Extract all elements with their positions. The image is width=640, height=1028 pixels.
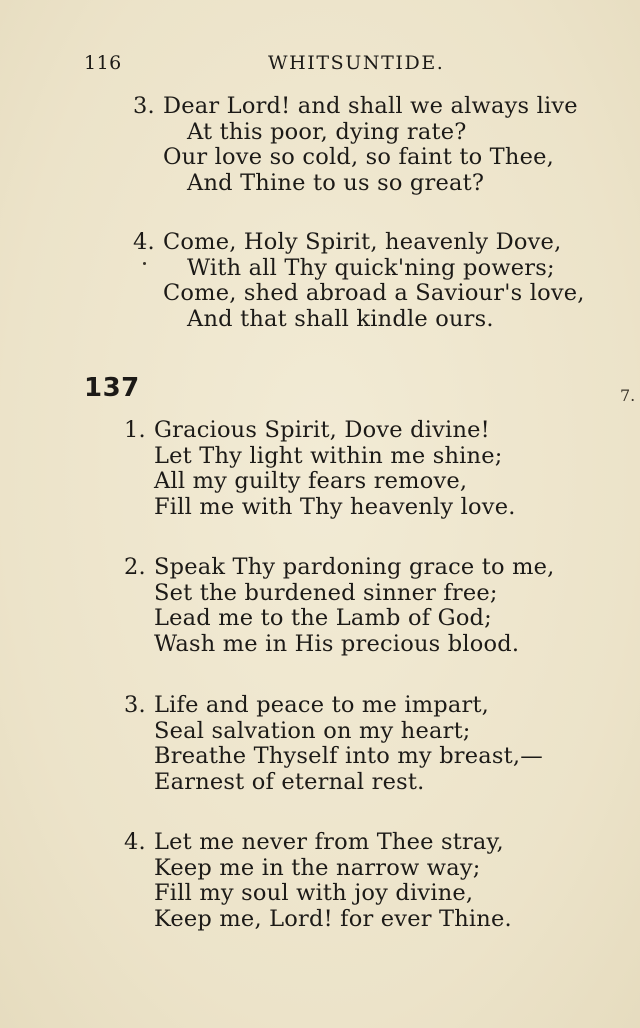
line-text: Gracious Spirit, Dove divine! bbox=[154, 417, 490, 443]
prev-hymn-stanza-4 bbox=[133, 230, 585, 332]
stanza-line bbox=[133, 230, 585, 256]
stanza-line bbox=[133, 281, 585, 307]
stanza-line bbox=[124, 907, 512, 933]
hymn-137-stanza-3 bbox=[124, 693, 543, 795]
line-text: Let Thy light within me shine; bbox=[154, 442, 503, 469]
line-text: Speak Thy pardoning grace to me, bbox=[154, 554, 555, 580]
stanza-number: 4. bbox=[124, 829, 146, 855]
stanza-line bbox=[124, 444, 516, 470]
line-text: And that shall kindle ours. bbox=[187, 305, 494, 332]
stanza-line bbox=[124, 606, 555, 632]
stanza-line bbox=[133, 307, 585, 333]
stanza-line bbox=[124, 693, 543, 719]
stanza-number: 3. bbox=[124, 692, 146, 718]
line-text: Seal salvation on my heart; bbox=[154, 717, 471, 744]
stanza-line bbox=[133, 120, 578, 146]
stanza-line bbox=[124, 469, 516, 495]
stanza-number: 2. bbox=[124, 554, 146, 580]
page-header bbox=[0, 52, 640, 82]
stanza-line bbox=[124, 555, 555, 581]
line-text: Fill my soul with joy divine, bbox=[154, 880, 474, 906]
ink-speck bbox=[143, 262, 146, 265]
line-text: Life and peace to me impart, bbox=[154, 692, 490, 718]
stanza-line bbox=[133, 171, 578, 197]
stanza-line bbox=[124, 418, 516, 444]
stanza-line bbox=[124, 581, 555, 607]
line-text: Fill me with Thy heavenly love. bbox=[154, 493, 516, 520]
line-text: Our love so cold, so faint to Thee, bbox=[163, 144, 554, 170]
line-text: Let me never from Thee stray, bbox=[154, 829, 504, 855]
line-text: All my guilty fears remove, bbox=[154, 468, 468, 494]
stanza-line bbox=[133, 145, 578, 171]
line-text: Earnest of eternal rest. bbox=[154, 768, 425, 795]
line-text: Dear Lord! and shall we always live bbox=[163, 93, 578, 119]
stanza-number: 4. bbox=[133, 229, 155, 255]
stanza-line bbox=[133, 256, 585, 282]
stanza-line bbox=[133, 94, 578, 120]
line-text: Keep me, Lord! for ever Thine. bbox=[154, 905, 512, 932]
line-text: Lead me to the Lamb of God; bbox=[154, 605, 492, 631]
hymn-number: 137 bbox=[84, 373, 140, 403]
page-number: 116 bbox=[84, 52, 122, 74]
stanza-line bbox=[124, 632, 555, 658]
margin-mark: 7. bbox=[620, 386, 636, 405]
line-text: At this poor, dying rate? bbox=[187, 118, 467, 145]
stanza-line bbox=[124, 495, 516, 521]
running-head: WHITSUNTIDE. bbox=[268, 52, 445, 74]
line-text: Set the burdened sinner free; bbox=[154, 579, 498, 606]
hymn-137-stanza-1 bbox=[124, 418, 516, 520]
stanza-line bbox=[124, 719, 543, 745]
line-text: And Thine to us so great? bbox=[187, 169, 485, 196]
stanza-number: 3. bbox=[133, 93, 155, 119]
stanza-line bbox=[124, 744, 543, 770]
line-text: Breathe Thyself into my breast,— bbox=[154, 743, 543, 769]
prev-hymn-stanza-3 bbox=[133, 94, 578, 196]
stanza-line bbox=[124, 770, 543, 796]
line-text: With all Thy quick'ning powers; bbox=[187, 254, 555, 281]
hymn-137-stanza-2 bbox=[124, 555, 555, 657]
line-text: Wash me in His precious blood. bbox=[154, 630, 520, 657]
stanza-line bbox=[124, 830, 512, 856]
line-text: Come, Holy Spirit, heavenly Dove, bbox=[163, 229, 562, 255]
stanza-line bbox=[124, 856, 512, 882]
line-text: Come, shed abroad a Saviour's love, bbox=[163, 280, 585, 306]
line-text: Keep me in the narrow way; bbox=[154, 854, 481, 881]
stanza-line bbox=[124, 881, 512, 907]
stanza-number: 1. bbox=[124, 417, 146, 443]
hymn-137-stanza-4 bbox=[124, 830, 512, 932]
